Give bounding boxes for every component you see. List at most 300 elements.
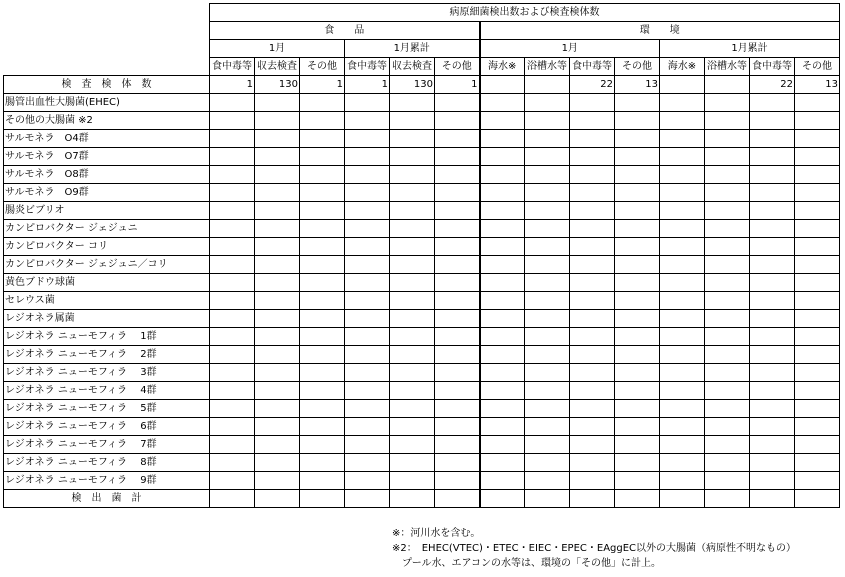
data-cell [525, 220, 570, 238]
column-header-food-month: 食中毒等 [210, 58, 255, 76]
table-title: 病原細菌検出数および検査検体数 [210, 4, 840, 22]
data-cell [435, 364, 480, 382]
data-cell [435, 454, 480, 472]
sample-count-cell [525, 76, 570, 94]
data-cell [300, 256, 345, 274]
data-cell [435, 220, 480, 238]
data-cell [525, 436, 570, 454]
row-label: レジオネラ ニューモフィラ 4群 [4, 382, 210, 400]
data-cell [795, 292, 840, 310]
data-cell [705, 94, 750, 112]
env-month-header: 1月 [480, 40, 660, 58]
data-cell [750, 256, 795, 274]
data-cell [750, 238, 795, 256]
total-cell [795, 490, 840, 508]
data-cell [750, 328, 795, 346]
data-cell [390, 346, 435, 364]
data-cell [435, 382, 480, 400]
data-cell [570, 112, 615, 130]
row-label: レジオネラ ニューモフィラ 2群 [4, 346, 210, 364]
data-cell [615, 454, 660, 472]
data-cell [660, 436, 705, 454]
data-cell [570, 238, 615, 256]
data-cell [615, 166, 660, 184]
table-row [4, 400, 840, 418]
data-cell [480, 328, 525, 346]
data-cell [255, 202, 300, 220]
data-cell [210, 418, 255, 436]
table-row [4, 166, 840, 184]
data-cell [660, 148, 705, 166]
data-cell [750, 274, 795, 292]
data-cell [480, 364, 525, 382]
data-cell [660, 472, 705, 490]
row-label: レジオネラ ニューモフィラ 6群 [4, 418, 210, 436]
table-row [4, 346, 840, 364]
data-cell [795, 400, 840, 418]
data-cell [705, 454, 750, 472]
data-cell [255, 310, 300, 328]
data-cell [390, 202, 435, 220]
data-cell [795, 184, 840, 202]
data-cell [525, 112, 570, 130]
table-row [4, 364, 840, 382]
data-cell [300, 148, 345, 166]
data-cell [390, 130, 435, 148]
sample-count-cell [480, 76, 525, 94]
data-cell [525, 256, 570, 274]
data-cell [480, 346, 525, 364]
total-cell [705, 490, 750, 508]
data-cell [795, 274, 840, 292]
food-month-header: 1月 [210, 40, 345, 58]
data-cell [705, 220, 750, 238]
data-cell [345, 94, 390, 112]
total-row [4, 490, 840, 508]
data-cell [300, 220, 345, 238]
data-cell [795, 256, 840, 274]
data-cell [435, 346, 480, 364]
data-cell [705, 436, 750, 454]
data-cell [660, 382, 705, 400]
sample-count-label: 検 査 検 体 数 [4, 76, 210, 94]
data-cell [615, 292, 660, 310]
data-cell [660, 184, 705, 202]
data-cell [435, 238, 480, 256]
data-cell [435, 274, 480, 292]
data-cell [210, 454, 255, 472]
data-cell [300, 328, 345, 346]
data-cell [705, 148, 750, 166]
column-header-food-cumulative: 食中毒等 [345, 58, 390, 76]
data-cell [345, 256, 390, 274]
sample-count-cell: 1 [210, 76, 255, 94]
row-label: カンピロバクター コリ [4, 238, 210, 256]
footnote-1: ※：河川水を含む。 [392, 528, 481, 539]
total-cell [390, 490, 435, 508]
data-cell [750, 184, 795, 202]
data-cell [660, 400, 705, 418]
data-cell [210, 328, 255, 346]
data-cell [750, 346, 795, 364]
data-cell [255, 418, 300, 436]
table-row [4, 274, 840, 292]
total-label: 検 出 菌 計 [4, 490, 210, 508]
data-cell [210, 256, 255, 274]
data-cell [525, 166, 570, 184]
column-header-environment-month: 海水※ [480, 58, 525, 76]
data-cell [345, 364, 390, 382]
data-cell [345, 148, 390, 166]
table-row [4, 292, 840, 310]
data-cell [435, 400, 480, 418]
data-cell [705, 472, 750, 490]
data-cell [750, 220, 795, 238]
row-label: レジオネラ ニューモフィラ 7群 [4, 436, 210, 454]
table-row [4, 238, 840, 256]
data-cell [750, 310, 795, 328]
data-cell [795, 436, 840, 454]
data-cell [705, 256, 750, 274]
data-cell [255, 184, 300, 202]
row-label: サルモネラ O8群 [4, 166, 210, 184]
column-header-environment-month: 浴槽水等 [525, 58, 570, 76]
data-cell [255, 328, 300, 346]
data-cell [210, 382, 255, 400]
data-cell [300, 346, 345, 364]
row-label: レジオネラ属菌 [4, 310, 210, 328]
data-cell [390, 382, 435, 400]
data-cell [570, 454, 615, 472]
data-cell [795, 346, 840, 364]
data-cell [345, 382, 390, 400]
data-cell [210, 238, 255, 256]
data-cell [435, 184, 480, 202]
data-cell [480, 418, 525, 436]
data-cell [570, 166, 615, 184]
data-cell [255, 238, 300, 256]
data-cell [615, 130, 660, 148]
data-cell [345, 238, 390, 256]
data-cell [390, 364, 435, 382]
data-cell [480, 274, 525, 292]
data-cell [345, 220, 390, 238]
column-header-environment-cumulative: 食中毒等 [750, 58, 795, 76]
data-cell [390, 112, 435, 130]
data-cell [210, 292, 255, 310]
data-cell [750, 418, 795, 436]
data-cell [480, 310, 525, 328]
column-header-food-cumulative: その他 [435, 58, 480, 76]
footnote-2: ※2： EHEC(VTEC)・ETEC・EIEC・EPEC・EAggEC以外の大腸菌（病原性不明なもの） [392, 543, 797, 554]
data-cell [255, 130, 300, 148]
data-cell [255, 166, 300, 184]
data-cell [210, 346, 255, 364]
food-cumulative-header: 1月累計 [345, 40, 480, 58]
column-header-food-month: その他 [300, 58, 345, 76]
data-cell [525, 148, 570, 166]
data-cell [570, 382, 615, 400]
data-cell [345, 328, 390, 346]
table-row [4, 382, 840, 400]
data-cell [570, 256, 615, 274]
data-cell [210, 274, 255, 292]
data-cell [750, 454, 795, 472]
row-label: 腸炎ビブリオ [4, 202, 210, 220]
sample-count-cell: 22 [750, 76, 795, 94]
sample-count-cell: 22 [570, 76, 615, 94]
data-cell [615, 148, 660, 166]
data-cell [255, 454, 300, 472]
sample-count-cell [660, 76, 705, 94]
table-row [4, 202, 840, 220]
data-cell [480, 238, 525, 256]
total-cell [570, 490, 615, 508]
column-header-food-month: 収去検査 [255, 58, 300, 76]
sample-count-cell: 1 [345, 76, 390, 94]
data-cell [435, 94, 480, 112]
data-cell [210, 472, 255, 490]
data-cell [390, 400, 435, 418]
total-cell [300, 490, 345, 508]
data-cell [390, 436, 435, 454]
data-cell [390, 256, 435, 274]
data-cell [210, 112, 255, 130]
data-cell [390, 310, 435, 328]
data-cell [795, 328, 840, 346]
data-cell [795, 472, 840, 490]
data-cell [210, 148, 255, 166]
row-label: レジオネラ ニューモフィラ 1群 [4, 328, 210, 346]
data-cell [390, 184, 435, 202]
data-cell [255, 364, 300, 382]
data-cell [390, 274, 435, 292]
data-cell [705, 400, 750, 418]
data-cell [480, 436, 525, 454]
data-cell [660, 202, 705, 220]
detection-table [3, 3, 840, 508]
data-cell [660, 310, 705, 328]
data-cell [615, 202, 660, 220]
data-cell [435, 328, 480, 346]
data-cell [435, 310, 480, 328]
sample-count-cell: 1 [300, 76, 345, 94]
data-cell [525, 202, 570, 220]
data-cell [300, 382, 345, 400]
row-label: レジオネラ ニューモフィラ 5群 [4, 400, 210, 418]
data-cell [525, 238, 570, 256]
data-cell [435, 418, 480, 436]
data-cell [390, 328, 435, 346]
data-cell [255, 274, 300, 292]
data-cell [705, 238, 750, 256]
data-cell [570, 418, 615, 436]
data-cell [615, 184, 660, 202]
column-header-food-cumulative: 収去検査 [390, 58, 435, 76]
data-cell [750, 436, 795, 454]
data-cell [525, 472, 570, 490]
data-cell [255, 400, 300, 418]
data-cell [750, 94, 795, 112]
row-label: サルモネラ O7群 [4, 148, 210, 166]
table-row [4, 94, 840, 112]
row-label: カンピロバクター ジェジュニ／コリ [4, 256, 210, 274]
column-header-environment-cumulative: その他 [795, 58, 840, 76]
data-cell [210, 436, 255, 454]
data-cell [390, 472, 435, 490]
data-cell [660, 94, 705, 112]
data-cell [795, 382, 840, 400]
data-cell [255, 112, 300, 130]
data-cell [300, 184, 345, 202]
data-cell [255, 346, 300, 364]
row-label: レジオネラ ニューモフィラ 9群 [4, 472, 210, 490]
total-cell [615, 490, 660, 508]
data-cell [615, 418, 660, 436]
data-cell [210, 400, 255, 418]
data-cell [480, 184, 525, 202]
data-cell [525, 382, 570, 400]
data-cell [300, 166, 345, 184]
data-cell [300, 418, 345, 436]
data-cell [660, 328, 705, 346]
table-row [4, 310, 840, 328]
data-cell [615, 310, 660, 328]
data-cell [660, 346, 705, 364]
data-cell [480, 166, 525, 184]
data-cell [210, 94, 255, 112]
data-cell [570, 148, 615, 166]
data-cell [660, 166, 705, 184]
data-cell [705, 328, 750, 346]
data-cell [705, 202, 750, 220]
row-label: サルモネラ O4群 [4, 130, 210, 148]
data-cell [345, 274, 390, 292]
data-cell [435, 112, 480, 130]
row-label: 腸管出血性大腸菌(EHEC) [4, 94, 210, 112]
data-cell [615, 274, 660, 292]
data-cell [525, 418, 570, 436]
data-cell [480, 256, 525, 274]
data-cell [525, 454, 570, 472]
data-cell [525, 310, 570, 328]
data-cell [390, 166, 435, 184]
data-cell [300, 112, 345, 130]
data-cell [345, 292, 390, 310]
data-cell [300, 274, 345, 292]
data-cell [795, 220, 840, 238]
corner-cell [4, 4, 210, 76]
data-cell [705, 346, 750, 364]
data-cell [795, 364, 840, 382]
data-cell [435, 130, 480, 148]
data-cell [570, 130, 615, 148]
data-cell [345, 310, 390, 328]
data-cell [705, 364, 750, 382]
data-cell [300, 238, 345, 256]
data-cell [345, 166, 390, 184]
data-cell [615, 238, 660, 256]
sample-count-cell [705, 76, 750, 94]
data-cell [435, 166, 480, 184]
data-cell [345, 472, 390, 490]
total-cell [480, 490, 525, 508]
data-cell [570, 400, 615, 418]
table-row [4, 184, 840, 202]
env-cumulative-header: 1月累計 [660, 40, 840, 58]
group-environment-header: 環 境 [480, 22, 840, 40]
data-cell [570, 346, 615, 364]
data-cell [300, 400, 345, 418]
data-cell [615, 328, 660, 346]
data-cell [210, 220, 255, 238]
data-cell [570, 274, 615, 292]
sample-count-cell: 130 [255, 76, 300, 94]
data-cell [255, 436, 300, 454]
data-cell [615, 256, 660, 274]
data-cell [660, 256, 705, 274]
data-cell [570, 202, 615, 220]
data-cell [750, 382, 795, 400]
data-cell [390, 292, 435, 310]
data-cell [345, 418, 390, 436]
data-cell [570, 364, 615, 382]
data-cell [750, 130, 795, 148]
data-cell [390, 220, 435, 238]
data-cell [705, 274, 750, 292]
data-cell [750, 364, 795, 382]
data-cell [795, 418, 840, 436]
data-cell [390, 454, 435, 472]
data-cell [660, 130, 705, 148]
data-cell [255, 382, 300, 400]
data-cell [795, 310, 840, 328]
total-cell [210, 490, 255, 508]
row-label: カンピロバクター ジェジュニ [4, 220, 210, 238]
data-cell [570, 310, 615, 328]
data-cell [480, 112, 525, 130]
total-cell [750, 490, 795, 508]
data-cell [300, 310, 345, 328]
data-cell [390, 238, 435, 256]
data-cell [255, 94, 300, 112]
data-cell [570, 292, 615, 310]
footnote-3: プール水、エアコンの水等は、環境の「その他」に計上。 [392, 558, 661, 569]
data-cell [615, 364, 660, 382]
data-cell [660, 238, 705, 256]
data-cell [480, 220, 525, 238]
data-cell [435, 202, 480, 220]
data-cell [300, 454, 345, 472]
sample-count-cell: 13 [615, 76, 660, 94]
row-label: レジオネラ ニューモフィラ 8群 [4, 454, 210, 472]
row-label: サルモネラ O9群 [4, 184, 210, 202]
table-row [4, 148, 840, 166]
data-cell [345, 184, 390, 202]
data-cell [525, 328, 570, 346]
total-cell [345, 490, 390, 508]
data-cell [480, 94, 525, 112]
data-cell [300, 292, 345, 310]
data-cell [480, 472, 525, 490]
data-cell [390, 148, 435, 166]
total-cell [255, 490, 300, 508]
data-cell [660, 454, 705, 472]
data-cell [480, 202, 525, 220]
data-cell [480, 148, 525, 166]
data-cell [615, 400, 660, 418]
sample-count-cell: 13 [795, 76, 840, 94]
